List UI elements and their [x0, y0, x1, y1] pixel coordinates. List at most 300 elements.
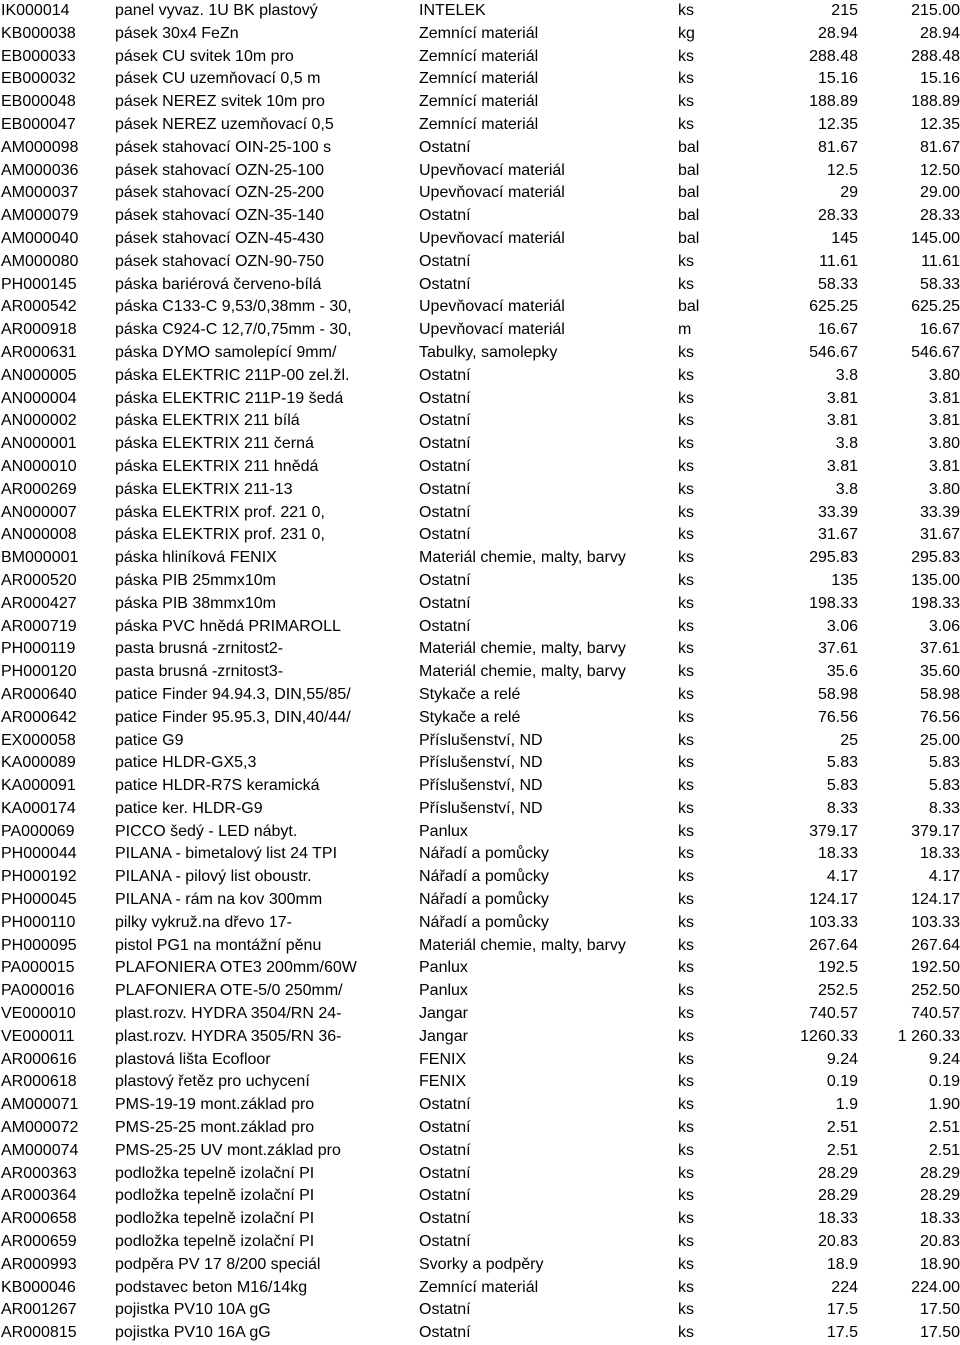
item-unit-price: 3.81 [826, 389, 858, 407]
item-unit-price: 3.06 [826, 617, 858, 635]
item-code: KA000089 [1, 754, 76, 772]
item-total-price: 11.61 [921, 252, 960, 270]
item-category: Zemnící materiál [419, 47, 539, 65]
item-unit: ks [678, 1096, 694, 1114]
item-name: pásek NEREZ uzemňovací 0,5 [115, 115, 334, 133]
table-row [0, 775, 960, 798]
item-unit: ks [678, 1278, 694, 1296]
table-row [0, 160, 960, 183]
item-unit: ks [678, 343, 694, 361]
item-unit: ks [678, 913, 694, 931]
item-unit-price: 546.67 [809, 343, 858, 361]
item-category: Ostatní [419, 252, 471, 270]
item-category: Materiál chemie, malty, barvy [419, 936, 626, 954]
item-name: páska ELEKTRIC 211P-19 šedá [115, 389, 344, 407]
item-unit-price: 2.51 [826, 1141, 858, 1159]
table-row [0, 1299, 960, 1322]
item-category: Materiál chemie, malty, barvy [419, 549, 626, 567]
item-unit: ks [678, 412, 694, 430]
item-name: páska ELEKTRIX prof. 221 0, [115, 503, 325, 521]
item-unit-price: 267.64 [809, 936, 858, 954]
item-unit-price: 31.67 [817, 526, 858, 544]
item-total-price: 58.98 [919, 685, 960, 703]
item-category: Ostatní [419, 617, 471, 635]
item-code: PH000192 [1, 868, 77, 886]
table-row [0, 707, 960, 730]
item-code: AR000364 [1, 1187, 77, 1205]
item-name: podpěra PV 17 8/200 speciál [115, 1255, 321, 1273]
item-category: Příslušenství, ND [419, 754, 543, 772]
item-total-price: 3.81 [928, 389, 960, 407]
item-code: AN000002 [1, 412, 77, 430]
item-total-price: 31.67 [919, 526, 960, 544]
item-unit: ks [678, 1301, 694, 1319]
item-unit-price: 9.24 [826, 1050, 858, 1068]
item-unit: ks [678, 1027, 694, 1045]
item-unit-price: 17.5 [826, 1324, 858, 1342]
item-name: páska PVC hnědá PRIMAROLL [115, 617, 341, 635]
item-unit: ks [678, 1050, 694, 1068]
item-category: Ostatní [419, 457, 471, 475]
item-unit: bal [678, 298, 700, 316]
item-total-price: 124.17 [911, 891, 960, 909]
item-unit: ks [678, 1005, 694, 1023]
item-code: AR000815 [1, 1324, 77, 1342]
item-name: páska ELEKTRIX 211 černá [115, 435, 314, 453]
item-category: Materiál chemie, malty, barvy [419, 640, 626, 658]
item-unit: bal [678, 184, 700, 202]
item-code: AR000659 [1, 1233, 77, 1251]
item-unit: ks [678, 982, 694, 1000]
item-category: Nářadí a pomůcky [419, 891, 549, 909]
item-category: Ostatní [419, 1233, 471, 1251]
item-unit: ks [678, 1210, 694, 1228]
item-unit: ks [678, 1119, 694, 1137]
table-row [0, 0, 960, 23]
item-total-price: 5.83 [928, 754, 960, 772]
item-code: AR000363 [1, 1164, 77, 1182]
item-code: EB000047 [1, 115, 76, 133]
item-name: podložka tepelně izolační PI [115, 1164, 315, 1182]
item-unit-price: 3.81 [826, 457, 858, 475]
item-total-price: 33.39 [919, 503, 960, 521]
item-unit: ks [678, 1187, 694, 1205]
item-unit-price: 20.83 [817, 1233, 858, 1251]
item-category: Jangar [419, 1005, 468, 1023]
item-unit: ks [678, 526, 694, 544]
item-unit-price: 5.83 [826, 777, 858, 795]
item-total-price: 5.83 [928, 777, 960, 795]
item-name: patice HLDR-GX5,3 [115, 754, 257, 772]
item-name: pásek NEREZ svitek 10m pro [115, 93, 325, 111]
item-category: Materiál chemie, malty, barvy [419, 663, 626, 681]
table-row [0, 46, 960, 69]
table-row [0, 1208, 960, 1231]
item-code: PH000044 [1, 845, 77, 863]
table-row [0, 274, 960, 297]
item-name: páska PIB 25mmx10m [115, 571, 276, 589]
item-total-price: 224.00 [911, 1278, 960, 1296]
item-unit: ks [678, 1164, 694, 1182]
item-total-price: 3.80 [928, 480, 960, 498]
item-unit-price: 12.35 [817, 115, 858, 133]
item-unit: ks [678, 777, 694, 795]
item-unit: kg [678, 24, 695, 42]
item-unit: ks [678, 1073, 694, 1091]
item-unit: ks [678, 936, 694, 954]
item-category: Ostatní [419, 1119, 471, 1137]
item-code: AM000071 [1, 1096, 79, 1114]
item-category: Upevňovací materiál [419, 161, 565, 179]
item-total-price: 625.25 [911, 298, 960, 316]
item-code: BM000001 [1, 549, 79, 567]
item-unit-price: 37.61 [817, 640, 858, 658]
item-code: PH000095 [1, 936, 77, 954]
table-row [0, 365, 960, 388]
table-row [0, 547, 960, 570]
item-name: PLAFONIERA OTE3 200mm/60W [115, 959, 357, 977]
item-unit-price: 81.67 [817, 138, 858, 156]
table-row [0, 616, 960, 639]
item-unit-price: 740.57 [809, 1005, 858, 1023]
item-code: AR000269 [1, 480, 77, 498]
table-row [0, 1071, 960, 1094]
item-unit: bal [678, 207, 700, 225]
item-total-price: 295.83 [911, 549, 960, 567]
item-unit-price: 25 [840, 731, 858, 749]
table-row [0, 68, 960, 91]
item-name: plastový řetěz pro uchycení [115, 1073, 310, 1091]
item-name: podložka tepelně izolační PI [115, 1233, 315, 1251]
table-row [0, 502, 960, 525]
item-name: páska DYMO samolepící 9mm/ [115, 343, 337, 361]
table-row [0, 251, 960, 274]
item-code: PA000069 [1, 822, 75, 840]
item-code: AM000040 [1, 229, 79, 247]
table-row [0, 1026, 960, 1049]
item-unit-price: 58.98 [817, 685, 858, 703]
item-category: Zemnící materiál [419, 115, 539, 133]
item-category: Upevňovací materiál [419, 321, 565, 339]
item-total-price: 18.33 [919, 1210, 960, 1228]
item-category: Panlux [419, 822, 468, 840]
item-unit-price: 15.16 [817, 70, 858, 88]
item-category: Ostatní [419, 1096, 471, 1114]
item-code: AN000007 [1, 503, 77, 521]
item-code: AM000098 [1, 138, 79, 156]
item-category: Ostatní [419, 412, 471, 430]
table-row [0, 296, 960, 319]
table-row [0, 319, 960, 342]
item-unit-price: 17.5 [826, 1301, 858, 1319]
item-category: Nářadí a pomůcky [419, 913, 549, 931]
item-total-price: 3.06 [928, 617, 960, 635]
item-category: INTELEK [419, 2, 486, 19]
item-unit-price: 145 [831, 229, 858, 247]
item-category: Zemnící materiál [419, 70, 539, 88]
item-name: páska C924-C 12,7/0,75mm - 30, [115, 321, 352, 339]
item-code: PH000145 [1, 275, 77, 293]
item-total-price: 28.33 [919, 207, 960, 225]
item-category: Ostatní [419, 389, 471, 407]
item-category: Ostatní [419, 594, 471, 612]
item-total-price: 145.00 [911, 229, 960, 247]
item-unit-price: 188.89 [809, 93, 858, 111]
item-code: AR000618 [1, 1073, 77, 1091]
table-row [0, 479, 960, 502]
table-row [0, 570, 960, 593]
item-name: patice Finder 95.95.3, DIN,40/44/ [115, 708, 351, 726]
item-unit: ks [678, 868, 694, 886]
item-total-price: 546.67 [911, 343, 960, 361]
item-code: AR000918 [1, 321, 77, 339]
item-total-price: 17.50 [919, 1324, 960, 1342]
table-row [0, 456, 960, 479]
item-code: AR001267 [1, 1301, 77, 1319]
item-unit: ks [678, 617, 694, 635]
item-category: Ostatní [419, 1210, 471, 1228]
item-total-price: 288.48 [911, 47, 960, 65]
item-total-price: 35.60 [919, 663, 960, 681]
item-code: PH000119 [1, 640, 76, 658]
item-total-price: 28.29 [919, 1187, 960, 1205]
item-total-price: 12.50 [919, 161, 960, 179]
item-name: páska PIB 38mmx10m [115, 594, 276, 612]
item-name: podložka tepelně izolační PI [115, 1187, 315, 1205]
item-category: Ostatní [419, 480, 471, 498]
table-row [0, 912, 960, 935]
item-name: PILANA - pilový list oboustr. [115, 868, 312, 886]
item-name: páska ELEKTRIC 211P-00 zel.žl. [115, 366, 350, 384]
item-category: FENIX [419, 1050, 467, 1068]
item-total-price: 37.61 [919, 640, 960, 658]
item-unit: m [678, 321, 692, 339]
table-row [0, 1322, 960, 1345]
item-name: páska ELEKTRIX 211 bílá [115, 412, 300, 430]
item-name: pásek stahovací OZN-45-430 [115, 229, 324, 247]
item-category: Ostatní [419, 526, 471, 544]
item-unit-price: 28.33 [817, 207, 858, 225]
item-unit: ks [678, 93, 694, 111]
item-name: pásek CU uzemňovací 0,5 m [115, 70, 321, 88]
table-row [0, 410, 960, 433]
item-unit-price: 35.6 [826, 663, 858, 681]
table-row [0, 866, 960, 889]
item-unit-price: 28.29 [817, 1164, 858, 1182]
item-unit: bal [678, 229, 700, 247]
table-row [0, 980, 960, 1003]
item-unit: ks [678, 1233, 694, 1251]
item-total-price: 3.80 [928, 435, 960, 453]
item-code: AN000010 [1, 457, 77, 475]
item-code: AM000080 [1, 252, 79, 270]
item-category: Stykače a relé [419, 685, 521, 703]
table-row [0, 821, 960, 844]
table-row [0, 1231, 960, 1254]
item-unit-price: 18.33 [817, 845, 858, 863]
table-row [0, 433, 960, 456]
item-name: pojistka PV10 10A gG [115, 1301, 271, 1319]
item-unit: ks [678, 685, 694, 703]
item-unit-price: 4.17 [826, 868, 858, 886]
item-unit: ks [678, 754, 694, 772]
item-code: KB000046 [1, 1278, 76, 1296]
item-unit-price: 295.83 [809, 549, 858, 567]
item-name: pilky vykruž.na dřevo 17- [115, 913, 292, 931]
item-code: KA000174 [1, 799, 76, 817]
item-code: AN000008 [1, 526, 77, 544]
item-name: PMS-19-19 mont.základ pro [115, 1096, 315, 1114]
item-total-price: 8.33 [928, 799, 960, 817]
item-code: AM000079 [1, 207, 79, 225]
item-unit-price: 288.48 [809, 47, 858, 65]
table-row [0, 1049, 960, 1072]
item-code: AM000072 [1, 1119, 79, 1137]
table-row [0, 638, 960, 661]
item-total-price: 1 260.33 [897, 1027, 960, 1045]
item-total-price: 740.57 [911, 1005, 960, 1023]
item-category: Nářadí a pomůcky [419, 845, 549, 863]
item-unit-price: 103.33 [809, 913, 858, 931]
item-name: plastová lišta Ecofloor [115, 1050, 271, 1068]
item-category: Nářadí a pomůcky [419, 868, 549, 886]
item-unit: ks [678, 891, 694, 909]
item-category: Ostatní [419, 571, 471, 589]
item-name: pásek stahovací OZN-25-200 [115, 184, 324, 202]
item-total-price: 28.94 [919, 24, 960, 42]
item-total-price: 9.24 [928, 1050, 960, 1068]
item-name: páska ELEKTRIX prof. 231 0, [115, 526, 325, 544]
item-code: PH000120 [1, 663, 77, 681]
table-row [0, 137, 960, 160]
item-unit: ks [678, 640, 694, 658]
item-unit: ks [678, 822, 694, 840]
table-row [0, 1140, 960, 1163]
item-unit: ks [678, 1141, 694, 1159]
item-unit-price: 379.17 [809, 822, 858, 840]
item-total-price: 1.90 [928, 1096, 960, 1114]
item-code: AN000005 [1, 366, 77, 384]
item-total-price: 20.83 [919, 1233, 960, 1251]
item-name: PILANA - bimetalový list 24 TPI [115, 845, 338, 863]
item-category: Upevňovací materiál [419, 184, 565, 202]
item-code: AN000004 [1, 389, 77, 407]
item-name: podložka tepelně izolační PI [115, 1210, 315, 1228]
item-total-price: 81.67 [919, 138, 960, 156]
item-unit-price: 11.61 [819, 252, 858, 270]
item-unit-price: 3.8 [835, 480, 858, 498]
item-unit-price: 192.5 [817, 959, 858, 977]
item-total-price: 3.81 [928, 412, 960, 430]
item-unit-price: 8.33 [826, 799, 858, 817]
item-code: AM000036 [1, 161, 79, 179]
table-row [0, 752, 960, 775]
item-code: AR000542 [1, 298, 77, 316]
item-unit: ks [678, 366, 694, 384]
item-category: Jangar [419, 1027, 468, 1045]
item-name: plast.rozv. HYDRA 3505/RN 36- [115, 1027, 342, 1045]
item-total-price: 17.50 [919, 1301, 960, 1319]
item-name: pojistka PV10 16A gG [115, 1324, 271, 1342]
item-unit: ks [678, 389, 694, 407]
item-name: plast.rozv. HYDRA 3504/RN 24- [115, 1005, 342, 1023]
item-unit-price: 1260.33 [800, 1027, 858, 1045]
table-row [0, 935, 960, 958]
item-unit-price: 28.94 [817, 24, 858, 42]
item-code: PA000016 [1, 982, 75, 1000]
item-category: Ostatní [419, 1187, 471, 1205]
table-row [0, 1254, 960, 1277]
item-total-price: 215.00 [911, 2, 960, 19]
item-unit-price: 3.8 [835, 435, 858, 453]
table-row [0, 1003, 960, 1026]
item-name: pasta brusná -zrnitost2- [115, 640, 284, 658]
item-unit-price: 224 [831, 1278, 858, 1296]
item-unit: ks [678, 70, 694, 88]
table-row [0, 593, 960, 616]
item-total-price: 188.89 [911, 93, 960, 111]
item-unit-price: 0.19 [826, 1073, 858, 1091]
item-total-price: 192.50 [911, 959, 960, 977]
item-unit: ks [678, 663, 694, 681]
item-category: Ostatní [419, 1301, 471, 1319]
item-unit: ks [678, 480, 694, 498]
item-name: pasta brusná -zrnitost3- [115, 663, 284, 681]
item-code: AR000616 [1, 1050, 77, 1068]
item-name: patice Finder 94.94.3, DIN,55/85/ [115, 685, 351, 703]
table-row [0, 1185, 960, 1208]
item-unit-price: 252.5 [817, 982, 858, 1000]
item-total-price: 2.51 [928, 1141, 960, 1159]
item-total-price: 12.35 [919, 115, 960, 133]
item-category: Tabulky, samolepky [419, 343, 558, 361]
item-category: Panlux [419, 959, 468, 977]
item-code: PA000015 [1, 959, 75, 977]
item-name: páska ELEKTRIX 211-13 [115, 480, 293, 498]
item-name: PMS-25-25 mont.základ pro [115, 1119, 315, 1137]
item-code: AM000074 [1, 1141, 79, 1159]
item-category: Panlux [419, 982, 468, 1000]
table-row [0, 228, 960, 251]
table-row [0, 684, 960, 707]
item-category: Ostatní [419, 366, 471, 384]
item-name: páska C133-C 9,53/0,38mm - 30, [115, 298, 352, 316]
item-name: patice ker. HLDR-G9 [115, 799, 263, 817]
item-total-price: 3.80 [928, 366, 960, 384]
table-row [0, 843, 960, 866]
item-unit-price: 3.81 [826, 412, 858, 430]
item-total-price: 18.33 [919, 845, 960, 863]
item-total-price: 379.17 [911, 822, 960, 840]
item-code: AR000640 [1, 685, 77, 703]
item-unit-price: 135 [831, 571, 858, 589]
table-row [0, 1277, 960, 1300]
item-unit-price: 76.56 [817, 708, 858, 726]
item-category: Zemnící materiál [419, 93, 539, 111]
item-name: pásek 30x4 FeZn [115, 24, 239, 42]
item-code: EX000058 [1, 731, 76, 749]
item-name: pistol PG1 na montážní pěnu [115, 936, 322, 954]
item-name: PILANA - rám na kov 300mm [115, 891, 323, 909]
item-category: Ostatní [419, 503, 471, 521]
item-unit: ks [678, 115, 694, 133]
item-unit: ks [678, 571, 694, 589]
table-row [0, 23, 960, 46]
item-code: AN000001 [1, 435, 77, 453]
item-category: FENIX [419, 1073, 467, 1091]
item-unit: ks [678, 594, 694, 612]
item-unit-price: 2.51 [826, 1119, 858, 1137]
